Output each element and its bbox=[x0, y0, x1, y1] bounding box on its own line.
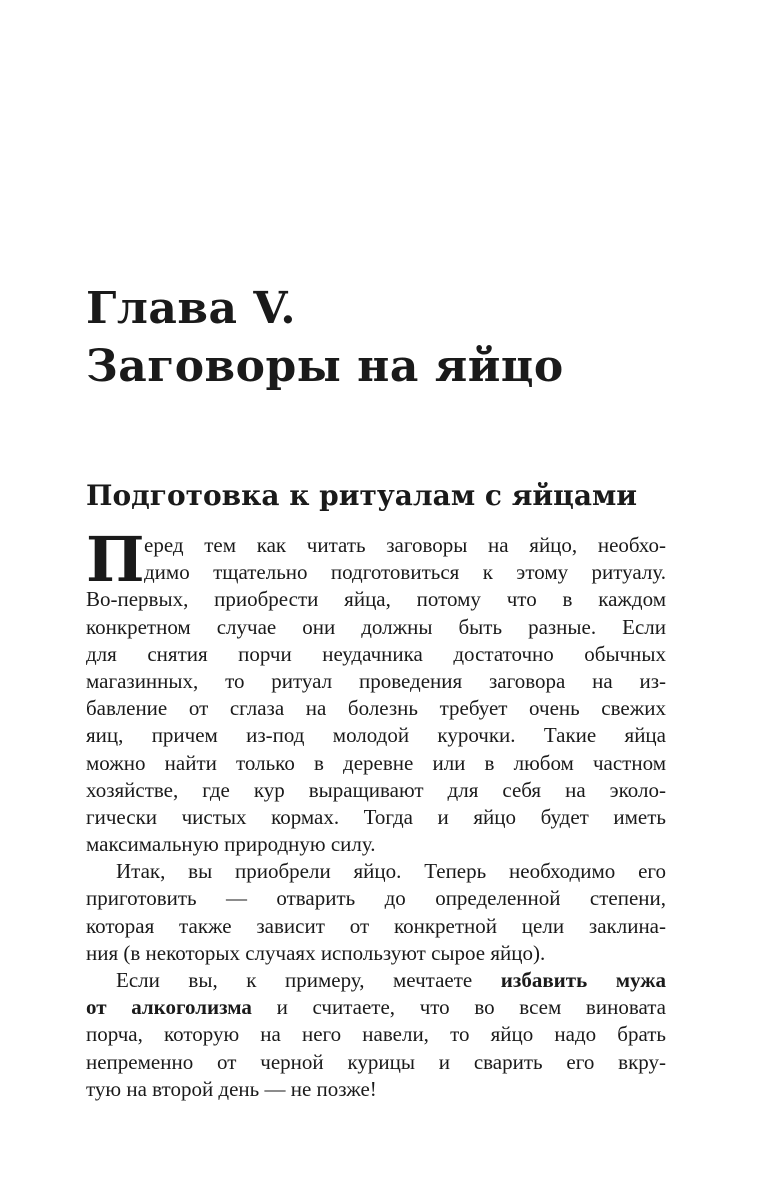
text-line: порча, которую на него навели, то яйцо надо брать bbox=[86, 1022, 666, 1047]
text-line: можно найти только в деревне или в любом частном bbox=[86, 750, 666, 775]
text-line: для снятия порчи неудачника достаточно обычных bbox=[86, 641, 666, 666]
text-line: Итак, вы приобрели яйцо. Теперь необходимо его bbox=[116, 859, 666, 884]
text-line bbox=[86, 967, 666, 994]
body-text bbox=[86, 523, 667, 1103]
text-line: магазинных, то ритуал проведения заговора на из- bbox=[86, 668, 666, 693]
text-line: яиц, причем из-под молодой курочки. Такие яйца bbox=[86, 723, 666, 748]
text-line: которая также зависит от конкретной цели заклина- bbox=[86, 913, 666, 938]
bold-phrase: от алкоголизма bbox=[86, 995, 252, 1020]
paragraph-2 bbox=[86, 858, 666, 967]
text-line bbox=[86, 994, 666, 1021]
chapter-title-line-2: Заговоры на яйцо bbox=[86, 341, 564, 392]
text-run: и считаете, что во всем виновата bbox=[251, 995, 666, 1020]
text-run: Если вы, к примеру, мечтаете bbox=[116, 968, 501, 992]
chapter-title-line-1: Глава V. bbox=[86, 283, 297, 334]
text-line: димо тщательно подготовиться к этому ритуалу. bbox=[144, 560, 666, 585]
section-title: Подготовка к ритуалам с яйцами bbox=[86, 479, 638, 512]
text-line: бавление от сглаза на болезнь требует очень свежих bbox=[86, 696, 666, 721]
text-line: Во-первых, приобрести яйца, потому что в каждом bbox=[86, 587, 666, 612]
text-line: хозяйстве, где кур выращивают для себя на эколо- bbox=[86, 777, 666, 802]
text-line: конкретном случае они должны быть разные. Если bbox=[86, 614, 666, 639]
text-line: максимальную природную силу. bbox=[86, 832, 376, 857]
text-line: приготовить — отварить до определенной степени, bbox=[86, 886, 666, 911]
bold-phrase: избавить мужа bbox=[500, 968, 667, 992]
text-line: еред тем как читать заговоры на яйцо, необхо- bbox=[144, 533, 666, 557]
text-line: тую на второй день — не позже! bbox=[86, 1076, 377, 1101]
chapter-title bbox=[86, 280, 686, 396]
text-line: ния (в некоторых случаях используют сырое яйцо). bbox=[86, 940, 546, 965]
text-line: непременно от черной курицы и сварить его вкру- bbox=[86, 1049, 666, 1074]
paragraph-1 bbox=[86, 523, 666, 858]
text-line: гически чистых кормах. Тогда и яйцо будет иметь bbox=[86, 804, 666, 829]
paragraph-3 bbox=[86, 967, 666, 1103]
drop-cap: П bbox=[86, 523, 145, 596]
